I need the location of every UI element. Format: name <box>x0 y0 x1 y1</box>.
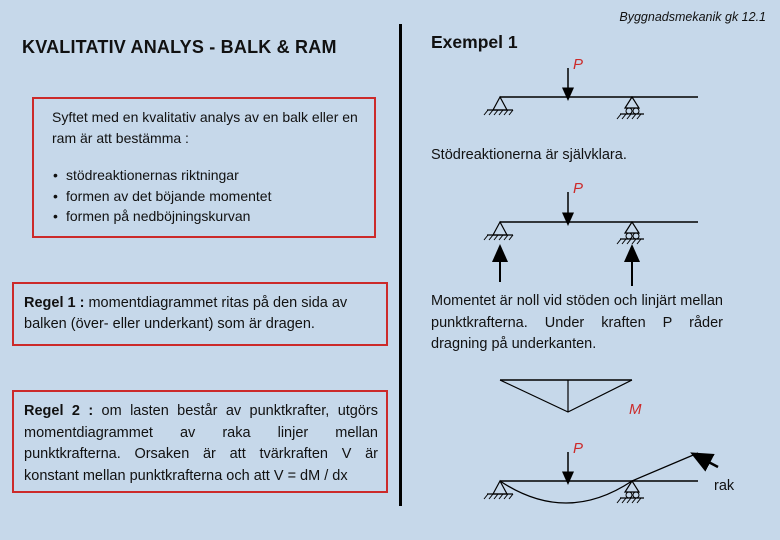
straight-label: rak <box>714 478 735 494</box>
roller-support <box>617 97 644 119</box>
rule1-label: Regel 1 : <box>24 295 85 311</box>
moment-curve <box>500 380 632 412</box>
beam-diagram-1 <box>484 56 698 119</box>
purpose-item: • formen på nedböjningskurvan <box>52 206 374 227</box>
moment-note: Momentet är noll vid stöden och linjärt mellan punktkrafterna. Under kraften P råder dragning på underkanten. <box>431 293 723 352</box>
load-label: P <box>573 56 584 73</box>
pin-support <box>484 97 513 115</box>
supports-note: Stödreaktionerna är självklara. <box>431 147 627 163</box>
rule2-text: om lasten består av punktkrafter, utgörs momentdiagrammet av raka linjer mellan punktkrafterna. Orsaken är att tvärkraften V är konstant mellan punktkrafterna och att V = dM / dx <box>24 403 379 484</box>
purpose-item: • stödreaktionernas riktningar <box>52 165 374 186</box>
purpose-item: • formen av det böjande momentet <box>52 186 374 207</box>
purpose-intro: Syftet med en kvalitativ analys av en balk eller en ram är att bestämma : <box>52 109 358 146</box>
load-label: P <box>573 440 584 457</box>
load-label: P <box>573 180 584 197</box>
pin-support <box>484 222 513 240</box>
straight-arrow <box>699 457 718 467</box>
rule1-text: momentdiagrammet ritas på den sida av balken (över- eller underkant) som är dragen. <box>24 295 348 332</box>
page-title: KVALITATIV ANALYS - BALK & RAM <box>22 37 337 57</box>
roller-support <box>617 222 644 244</box>
pin-support <box>484 481 513 499</box>
moment-label: M <box>629 401 642 418</box>
course-label: Byggnadsmekanik gk 12.1 <box>619 10 766 24</box>
roller-support <box>617 481 644 503</box>
example-title: Exempel 1 <box>431 32 518 52</box>
deflection-curve <box>500 453 698 503</box>
beam-diagram-2 <box>484 180 698 286</box>
deflection-diagram <box>484 440 718 503</box>
rule2-label: Regel 2 : <box>24 403 94 419</box>
moment-diagram <box>500 380 642 418</box>
